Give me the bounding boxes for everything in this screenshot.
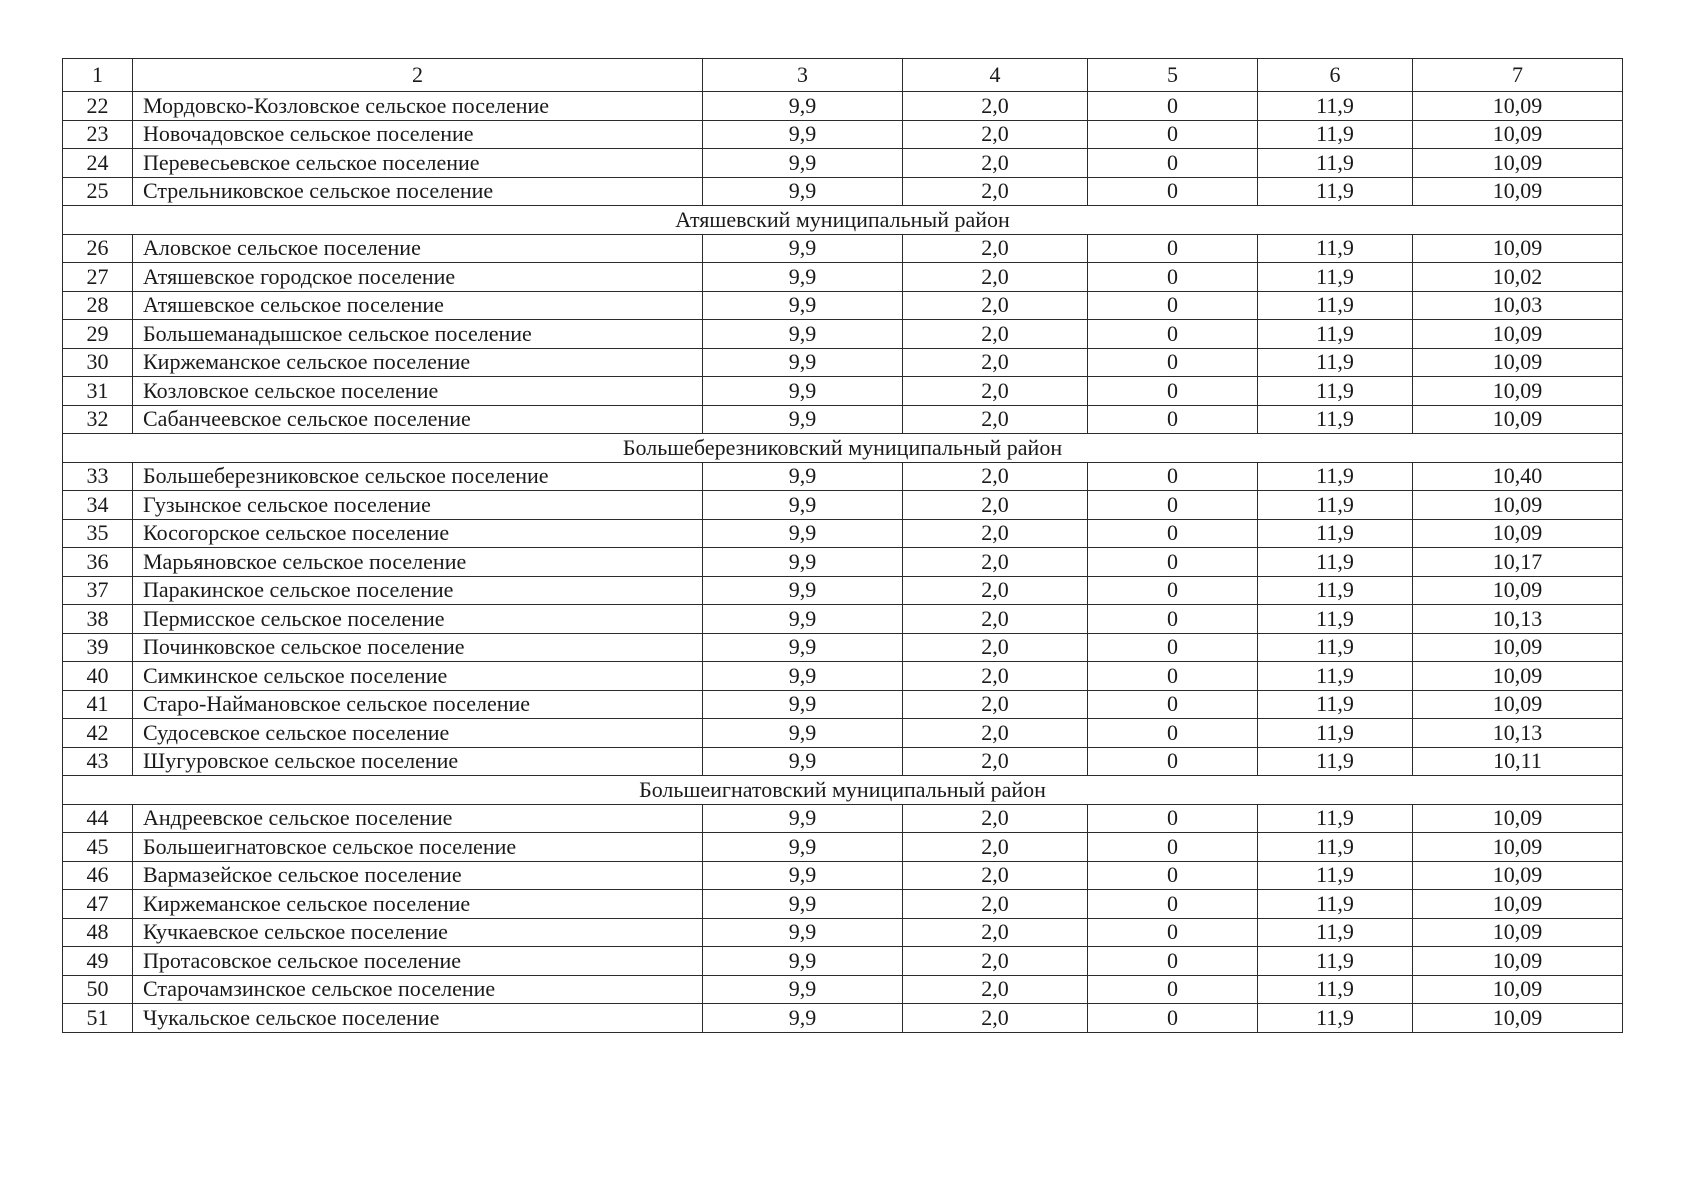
value-col6: 11,9 — [1258, 234, 1413, 263]
value-col7: 10,09 — [1413, 947, 1623, 976]
settlement-name: Кучкаевское сельское поселение — [133, 918, 703, 947]
value-col5: 0 — [1088, 462, 1258, 491]
value-col6: 11,9 — [1258, 890, 1413, 919]
settlement-name: Большеберезниковское сельское поселение — [133, 462, 703, 491]
table-row — [63, 234, 1623, 263]
row-number: 37 — [63, 576, 133, 605]
value-col3: 9,9 — [703, 177, 903, 206]
value-col5: 0 — [1088, 405, 1258, 434]
value-col7: 10,09 — [1413, 377, 1623, 406]
table-row — [63, 576, 1623, 605]
row-number: 35 — [63, 519, 133, 548]
value-col6: 11,9 — [1258, 120, 1413, 149]
settlement-name: Марьяновское сельское поселение — [133, 548, 703, 577]
settlement-name: Большеманадышское сельское поселение — [133, 320, 703, 349]
value-col7: 10,02 — [1413, 263, 1623, 292]
value-col4: 2,0 — [903, 833, 1088, 862]
settlement-name: Починковское сельское поселение — [133, 633, 703, 662]
row-number: 51 — [63, 1004, 133, 1033]
settlement-name: Гузынское сельское поселение — [133, 491, 703, 520]
value-col4: 2,0 — [903, 348, 1088, 377]
value-col5: 0 — [1088, 234, 1258, 263]
value-col3: 9,9 — [703, 263, 903, 292]
value-col4: 2,0 — [903, 662, 1088, 691]
value-col7: 10,13 — [1413, 719, 1623, 748]
value-col3: 9,9 — [703, 890, 903, 919]
value-col5: 0 — [1088, 690, 1258, 719]
value-col5: 0 — [1088, 662, 1258, 691]
value-col7: 10,09 — [1413, 1004, 1623, 1033]
row-number: 36 — [63, 548, 133, 577]
table-row — [63, 92, 1623, 121]
table-row — [63, 633, 1623, 662]
value-col6: 11,9 — [1258, 690, 1413, 719]
value-col6: 11,9 — [1258, 633, 1413, 662]
value-col5: 0 — [1088, 975, 1258, 1004]
row-number: 30 — [63, 348, 133, 377]
value-col4: 2,0 — [903, 234, 1088, 263]
value-col7: 10,11 — [1413, 747, 1623, 776]
value-col5: 0 — [1088, 804, 1258, 833]
value-col3: 9,9 — [703, 833, 903, 862]
row-number: 50 — [63, 975, 133, 1004]
row-number: 31 — [63, 377, 133, 406]
value-col6: 11,9 — [1258, 576, 1413, 605]
value-col5: 0 — [1088, 548, 1258, 577]
value-col6: 11,9 — [1258, 405, 1413, 434]
table-row — [63, 719, 1623, 748]
value-col5: 0 — [1088, 605, 1258, 634]
value-col5: 0 — [1088, 1004, 1258, 1033]
value-col5: 0 — [1088, 320, 1258, 349]
row-number: 29 — [63, 320, 133, 349]
value-col5: 0 — [1088, 576, 1258, 605]
value-col4: 2,0 — [903, 519, 1088, 548]
settlement-name: Косогорское сельское поселение — [133, 519, 703, 548]
settlement-name: Вармазейское сельское поселение — [133, 861, 703, 890]
table-row — [63, 120, 1623, 149]
row-number: 34 — [63, 491, 133, 520]
value-col3: 9,9 — [703, 975, 903, 1004]
table-row — [63, 177, 1623, 206]
value-col6: 11,9 — [1258, 149, 1413, 178]
row-number: 24 — [63, 149, 133, 178]
row-number: 38 — [63, 605, 133, 634]
table-row — [63, 804, 1623, 833]
value-col4: 2,0 — [903, 947, 1088, 976]
table-row — [63, 405, 1623, 434]
value-col6: 11,9 — [1258, 975, 1413, 1004]
settlement-name: Атяшевское городское поселение — [133, 263, 703, 292]
value-col7: 10,09 — [1413, 519, 1623, 548]
table-row — [63, 263, 1623, 292]
table-row — [63, 690, 1623, 719]
value-col4: 2,0 — [903, 861, 1088, 890]
column-header: 7 — [1413, 59, 1623, 92]
table-row — [63, 149, 1623, 178]
table-row — [63, 291, 1623, 320]
value-col3: 9,9 — [703, 377, 903, 406]
value-col5: 0 — [1088, 833, 1258, 862]
value-col5: 0 — [1088, 263, 1258, 292]
table-row — [63, 747, 1623, 776]
row-number: 41 — [63, 690, 133, 719]
value-col5: 0 — [1088, 377, 1258, 406]
settlement-name: Андреевское сельское поселение — [133, 804, 703, 833]
value-col3: 9,9 — [703, 491, 903, 520]
column-header: 1 — [63, 59, 133, 92]
table-row — [63, 975, 1623, 1004]
value-col6: 11,9 — [1258, 1004, 1413, 1033]
row-number: 33 — [63, 462, 133, 491]
settlement-name: Атяшевское сельское поселение — [133, 291, 703, 320]
value-col5: 0 — [1088, 861, 1258, 890]
table-row — [63, 833, 1623, 862]
value-col6: 11,9 — [1258, 348, 1413, 377]
value-col3: 9,9 — [703, 633, 903, 662]
value-col4: 2,0 — [903, 120, 1088, 149]
value-col6: 11,9 — [1258, 462, 1413, 491]
settlement-name: Шугуровское сельское поселение — [133, 747, 703, 776]
settlement-name: Стрельниковское сельское поселение — [133, 177, 703, 206]
value-col6: 11,9 — [1258, 291, 1413, 320]
value-col7: 10,09 — [1413, 405, 1623, 434]
value-col7: 10,09 — [1413, 92, 1623, 121]
value-col6: 11,9 — [1258, 719, 1413, 748]
value-col3: 9,9 — [703, 291, 903, 320]
value-col6: 11,9 — [1258, 320, 1413, 349]
row-number: 47 — [63, 890, 133, 919]
table-row — [63, 519, 1623, 548]
value-col3: 9,9 — [703, 861, 903, 890]
row-number: 25 — [63, 177, 133, 206]
value-col6: 11,9 — [1258, 177, 1413, 206]
value-col6: 11,9 — [1258, 263, 1413, 292]
settlement-name: Паракинское сельское поселение — [133, 576, 703, 605]
row-number: 22 — [63, 92, 133, 121]
value-col4: 2,0 — [903, 690, 1088, 719]
value-col6: 11,9 — [1258, 92, 1413, 121]
value-col3: 9,9 — [703, 234, 903, 263]
value-col6: 11,9 — [1258, 605, 1413, 634]
settlements-table — [62, 58, 1623, 1033]
value-col7: 10,09 — [1413, 348, 1623, 377]
value-col3: 9,9 — [703, 747, 903, 776]
value-col7: 10,17 — [1413, 548, 1623, 577]
value-col7: 10,09 — [1413, 491, 1623, 520]
value-col4: 2,0 — [903, 491, 1088, 520]
settlement-name: Пермисское сельское поселение — [133, 605, 703, 634]
table-row — [63, 918, 1623, 947]
row-number: 23 — [63, 120, 133, 149]
settlement-name: Новочадовское сельское поселение — [133, 120, 703, 149]
settlement-name: Сабанчеевское сельское поселение — [133, 405, 703, 434]
value-col6: 11,9 — [1258, 947, 1413, 976]
section-title: Атяшевский муниципальный район — [63, 206, 1623, 235]
settlement-name: Мордовско-Козловское сельское поселение — [133, 92, 703, 121]
table-row — [63, 605, 1623, 634]
value-col6: 11,9 — [1258, 918, 1413, 947]
settlement-name: Козловское сельское поселение — [133, 377, 703, 406]
settlement-name: Протасовское сельское поселение — [133, 947, 703, 976]
value-col5: 0 — [1088, 947, 1258, 976]
value-col6: 11,9 — [1258, 861, 1413, 890]
value-col3: 9,9 — [703, 348, 903, 377]
value-col5: 0 — [1088, 92, 1258, 121]
value-col5: 0 — [1088, 890, 1258, 919]
value-col3: 9,9 — [703, 576, 903, 605]
row-number: 44 — [63, 804, 133, 833]
settlement-name: Судосевское сельское поселение — [133, 719, 703, 748]
value-col7: 10,09 — [1413, 861, 1623, 890]
value-col4: 2,0 — [903, 462, 1088, 491]
value-col7: 10,13 — [1413, 605, 1623, 634]
value-col3: 9,9 — [703, 149, 903, 178]
header-row — [63, 59, 1623, 92]
table-row — [63, 890, 1623, 919]
settlement-name: Киржеманское сельское поселение — [133, 348, 703, 377]
settlement-name: Чукальское сельское поселение — [133, 1004, 703, 1033]
value-col6: 11,9 — [1258, 804, 1413, 833]
value-col6: 11,9 — [1258, 377, 1413, 406]
value-col7: 10,09 — [1413, 804, 1623, 833]
settlement-name: Перевесьевское сельское поселение — [133, 149, 703, 178]
value-col3: 9,9 — [703, 120, 903, 149]
value-col7: 10,40 — [1413, 462, 1623, 491]
value-col3: 9,9 — [703, 947, 903, 976]
row-number: 26 — [63, 234, 133, 263]
value-col3: 9,9 — [703, 92, 903, 121]
settlement-name: Старо-Наймановское сельское поселение — [133, 690, 703, 719]
value-col4: 2,0 — [903, 149, 1088, 178]
settlement-name: Киржеманское сельское поселение — [133, 890, 703, 919]
table-body — [63, 59, 1623, 1033]
settlement-name: Симкинское сельское поселение — [133, 662, 703, 691]
row-number: 43 — [63, 747, 133, 776]
document-page — [62, 58, 1622, 1033]
section-title: Большеигнатовский муниципальный район — [63, 776, 1623, 805]
value-col4: 2,0 — [903, 633, 1088, 662]
value-col4: 2,0 — [903, 719, 1088, 748]
value-col5: 0 — [1088, 633, 1258, 662]
table-row — [63, 548, 1623, 577]
value-col4: 2,0 — [903, 291, 1088, 320]
value-col4: 2,0 — [903, 975, 1088, 1004]
value-col4: 2,0 — [903, 320, 1088, 349]
value-col4: 2,0 — [903, 263, 1088, 292]
value-col4: 2,0 — [903, 576, 1088, 605]
value-col3: 9,9 — [703, 462, 903, 491]
value-col4: 2,0 — [903, 377, 1088, 406]
value-col7: 10,09 — [1413, 633, 1623, 662]
value-col5: 0 — [1088, 291, 1258, 320]
table-row — [63, 491, 1623, 520]
column-header: 4 — [903, 59, 1088, 92]
section-row — [63, 206, 1623, 235]
value-col7: 10,09 — [1413, 662, 1623, 691]
table-row — [63, 320, 1623, 349]
value-col4: 2,0 — [903, 605, 1088, 634]
value-col7: 10,09 — [1413, 234, 1623, 263]
row-number: 45 — [63, 833, 133, 862]
value-col3: 9,9 — [703, 605, 903, 634]
value-col4: 2,0 — [903, 92, 1088, 121]
section-title: Большеберезниковский муниципальный район — [63, 434, 1623, 463]
value-col7: 10,03 — [1413, 291, 1623, 320]
value-col3: 9,9 — [703, 804, 903, 833]
table-row — [63, 377, 1623, 406]
value-col6: 11,9 — [1258, 747, 1413, 776]
value-col7: 10,09 — [1413, 320, 1623, 349]
row-number: 40 — [63, 662, 133, 691]
value-col6: 11,9 — [1258, 491, 1413, 520]
value-col4: 2,0 — [903, 747, 1088, 776]
value-col3: 9,9 — [703, 320, 903, 349]
table-row — [63, 348, 1623, 377]
section-row — [63, 434, 1623, 463]
column-header: 5 — [1088, 59, 1258, 92]
column-header: 2 — [133, 59, 703, 92]
value-col6: 11,9 — [1258, 548, 1413, 577]
value-col4: 2,0 — [903, 890, 1088, 919]
row-number: 28 — [63, 291, 133, 320]
value-col7: 10,09 — [1413, 149, 1623, 178]
value-col5: 0 — [1088, 177, 1258, 206]
row-number: 49 — [63, 947, 133, 976]
value-col3: 9,9 — [703, 719, 903, 748]
value-col7: 10,09 — [1413, 975, 1623, 1004]
settlement-name: Большеигнатовское сельское поселение — [133, 833, 703, 862]
value-col5: 0 — [1088, 348, 1258, 377]
value-col3: 9,9 — [703, 519, 903, 548]
value-col4: 2,0 — [903, 548, 1088, 577]
value-col7: 10,09 — [1413, 177, 1623, 206]
table-row — [63, 1004, 1623, 1033]
table-row — [63, 947, 1623, 976]
column-header: 3 — [703, 59, 903, 92]
table-row — [63, 861, 1623, 890]
column-header: 6 — [1258, 59, 1413, 92]
value-col5: 0 — [1088, 120, 1258, 149]
row-number: 42 — [63, 719, 133, 748]
value-col7: 10,09 — [1413, 576, 1623, 605]
table-row — [63, 462, 1623, 491]
value-col4: 2,0 — [903, 405, 1088, 434]
row-number: 46 — [63, 861, 133, 890]
value-col5: 0 — [1088, 747, 1258, 776]
value-col5: 0 — [1088, 149, 1258, 178]
settlement-name: Старочамзинское сельское поселение — [133, 975, 703, 1004]
value-col6: 11,9 — [1258, 519, 1413, 548]
value-col5: 0 — [1088, 491, 1258, 520]
table-row — [63, 662, 1623, 691]
value-col4: 2,0 — [903, 177, 1088, 206]
value-col5: 0 — [1088, 918, 1258, 947]
settlement-name: Аловское сельское поселение — [133, 234, 703, 263]
row-number: 27 — [63, 263, 133, 292]
value-col3: 9,9 — [703, 918, 903, 947]
row-number: 32 — [63, 405, 133, 434]
value-col3: 9,9 — [703, 1004, 903, 1033]
value-col3: 9,9 — [703, 662, 903, 691]
section-row — [63, 776, 1623, 805]
value-col5: 0 — [1088, 519, 1258, 548]
value-col7: 10,09 — [1413, 918, 1623, 947]
value-col3: 9,9 — [703, 690, 903, 719]
value-col6: 11,9 — [1258, 833, 1413, 862]
row-number: 48 — [63, 918, 133, 947]
value-col7: 10,09 — [1413, 833, 1623, 862]
value-col7: 10,09 — [1413, 690, 1623, 719]
value-col4: 2,0 — [903, 918, 1088, 947]
row-number: 39 — [63, 633, 133, 662]
value-col3: 9,9 — [703, 405, 903, 434]
value-col6: 11,9 — [1258, 662, 1413, 691]
value-col7: 10,09 — [1413, 120, 1623, 149]
value-col4: 2,0 — [903, 804, 1088, 833]
value-col3: 9,9 — [703, 548, 903, 577]
value-col4: 2,0 — [903, 1004, 1088, 1033]
value-col5: 0 — [1088, 719, 1258, 748]
value-col7: 10,09 — [1413, 890, 1623, 919]
